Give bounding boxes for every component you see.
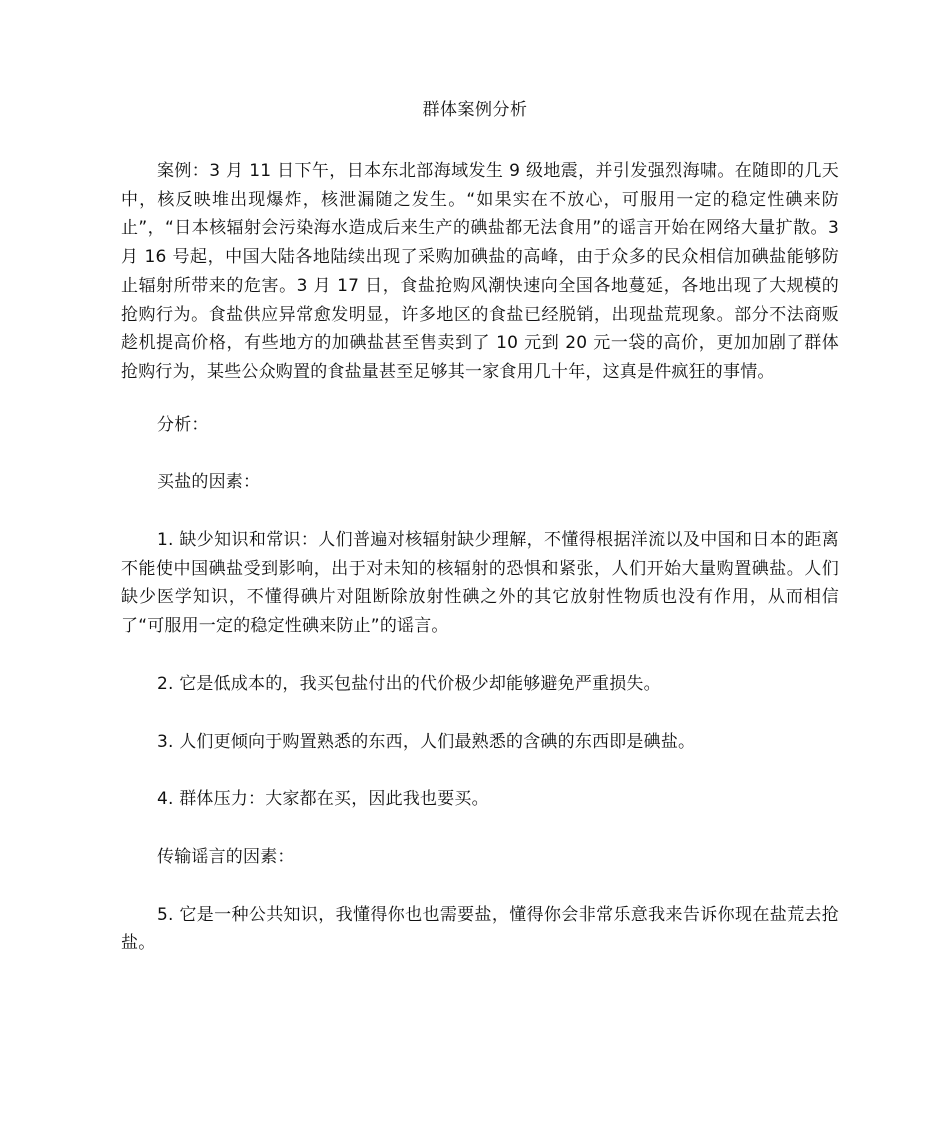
analysis-heading: 分析： xyxy=(157,414,209,435)
document-body xyxy=(121,157,839,958)
rumor-factors-heading: 传输谣言的因素： xyxy=(157,846,295,867)
point-4-paragraph: 4. 群体压力：大家都在买，因此我也要买。 xyxy=(157,789,489,810)
point-1-paragraph: 1. 缺少知识和常识：人们普遍对核辐射缺少理解，不懂得根据洋流以及中国和日本的距离不能使中国碘盐受到影响，出于对未知的核辐射的恐惧和紧张，人们开始大量购置碘盐。人们缺少医学知识，不懂得碘片对阻断除放射性碘之外的其它放射性物质也没有作用，从而相信了“可服用一定的稳定性碘来防止”的谣言。 xyxy=(121,530,839,637)
point-5-paragraph: 5. 它是一种公共知识，我懂得你也也需要盐，懂得你会非常乐意我来告诉你现在盐荒去抢盐。 xyxy=(121,904,839,954)
point-2-paragraph: 2. 它是低成本的，我买包盐付出的代价极少却能够避免严重损失。 xyxy=(157,673,661,694)
case-paragraph: 案例：3 月 11 日下午，日本东北部海域发生 9 级地震，并引发强烈海啸。在随即的几天中，核反映堆出现爆炸，核泄漏随之发生。“如果实在不放心，可服用一定的稳定性碘来防止”，“日本核辐射会污染海水造成后来生产的碘盐都无法食用”的谣言开始在网络大量扩散。3 月 16 号起，中国大陆各地陆续出现了采购加碘盐的高峰，由于众多的民众相信加碘盐能够防止辐射所带来的危害。3 月 17 日，食盐抢购风潮快速向全国各地蔓延，各地出现了大规模的抢购行为。食盐供应异常愈发明显，许多地区的食盐已经脱销，出现盐荒现象。部分不法商贩趁机提高价格，有些地方的加碘盐甚至售卖到了 10 元到 20 元一袋的高价，更加加剧了群体抢购行为，某些公众购置的食盐量甚至足够其一家食用几十年，这真是件疯狂的事情。 xyxy=(121,161,839,382)
document-title: 群体案例分析 xyxy=(422,100,528,120)
point-3-paragraph: 3. 人们更倾向于购置熟悉的东西，人们最熟悉的含碘的东西即是碘盐。 xyxy=(157,731,696,752)
buy-factors-heading: 买盐的因素： xyxy=(157,472,261,493)
